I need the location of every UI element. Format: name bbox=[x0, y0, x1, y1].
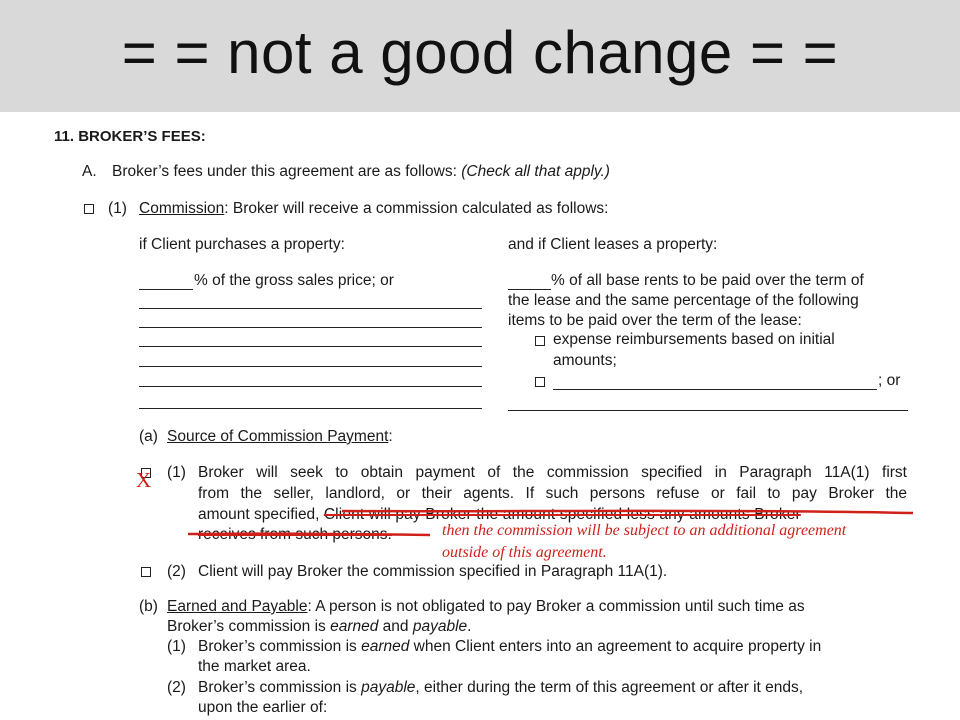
source-option-2-number: (2) bbox=[167, 563, 186, 580]
option-1-struck-text: Client will pay Broker the amount specified less any amounts Broker bbox=[323, 506, 801, 523]
clause-a-note: (Check all that apply.) bbox=[461, 163, 610, 180]
document-excerpt bbox=[0, 112, 960, 720]
red-strike-stroke-2 bbox=[188, 534, 430, 535]
source-label: Source of Commission Payment bbox=[167, 428, 389, 445]
earned-item-1-number: (1) bbox=[167, 638, 186, 655]
earned-item-1-earned: earned bbox=[361, 638, 410, 655]
source-marker: (a) bbox=[139, 428, 158, 445]
lease-line-3: items to be paid over the term of the lease: bbox=[508, 312, 802, 329]
slide-header bbox=[0, 0, 960, 112]
payable-word: payable bbox=[412, 618, 468, 635]
lease-option-2-tail: ; or bbox=[878, 372, 901, 389]
red-x-mark: X bbox=[136, 468, 152, 492]
earned-item-1-start: Broker’s commission is bbox=[198, 638, 357, 655]
lease-heading: and if Client leases a property: bbox=[508, 236, 718, 253]
source-option-1-line-1: Broker will seek to obtain payment of the commission specified in Paragraph 11A(1) first bbox=[198, 464, 907, 481]
red-annotation-line-2: outside of this agreement. bbox=[442, 544, 607, 561]
source-option-1-line-2: from the seller, landlord, or their agents. If such persons refuse or fail to pay Broker the bbox=[198, 485, 907, 502]
earned-label: Earned and Payable bbox=[167, 598, 308, 615]
source-colon: : bbox=[388, 428, 393, 445]
section-heading: 11. BROKER’S FEES: bbox=[54, 128, 206, 145]
lease-option-1-line-2: amounts; bbox=[553, 352, 617, 369]
earned-description: : A person is not obligated to pay Broker a commission until such time as bbox=[307, 598, 805, 615]
item1-number: (1) bbox=[108, 200, 127, 217]
earned-period: . bbox=[467, 618, 472, 635]
commission-description: : Broker will receive a commission calculated as follows: bbox=[224, 200, 609, 217]
earned-item-1-line-2: the market area. bbox=[198, 658, 311, 675]
lease-line-2: the lease and the same percentage of the following bbox=[508, 292, 859, 309]
clause-a-body: Broker’s fees under this agreement are as follows: bbox=[112, 163, 457, 180]
earned-item-2-start: Broker’s commission is bbox=[198, 679, 357, 696]
lease-line-1: % of all base rents to be paid over the term of bbox=[551, 272, 864, 289]
and-word: and bbox=[382, 618, 409, 635]
purchase-heading: if Client purchases a property: bbox=[139, 236, 345, 253]
clause-a-marker: A. bbox=[82, 163, 97, 180]
earned-line-2-start: Broker’s commission is bbox=[167, 618, 326, 635]
commission-label: Commission bbox=[139, 200, 225, 217]
purchase-percent-text: % of the gross sales price; or bbox=[194, 272, 394, 289]
earned-item-2-line-2: upon the earlier of: bbox=[198, 699, 328, 716]
earned-word: earned bbox=[330, 618, 379, 635]
red-annotation-line-1: then the commission will be subject to an additional agreement bbox=[442, 522, 847, 539]
red-markup-strokes bbox=[0, 112, 960, 720]
source-option-1-line-4: receives from such persons. bbox=[198, 526, 392, 543]
slide-title: = = not a good change = = bbox=[121, 19, 839, 86]
source-option-1-number: (1) bbox=[167, 464, 186, 481]
earned-item-2-number: (2) bbox=[167, 679, 186, 696]
earned-item-1-rest: when Client enters into an agreement to acquire property in bbox=[413, 638, 822, 655]
lease-option-1-line-1: expense reimbursements based on initial bbox=[553, 331, 835, 348]
earned-item-2-payable: payable bbox=[361, 679, 416, 696]
source-option-2-text: Client will pay Broker the commission specified in Paragraph 11A(1). bbox=[198, 563, 668, 580]
red-strike-stroke-1 bbox=[342, 511, 913, 513]
earned-item-2-rest: , either during the term of this agreement or after it ends, bbox=[415, 679, 804, 696]
earned-marker: (b) bbox=[139, 598, 158, 615]
option-1-kept-text: amount specified, bbox=[198, 506, 320, 523]
